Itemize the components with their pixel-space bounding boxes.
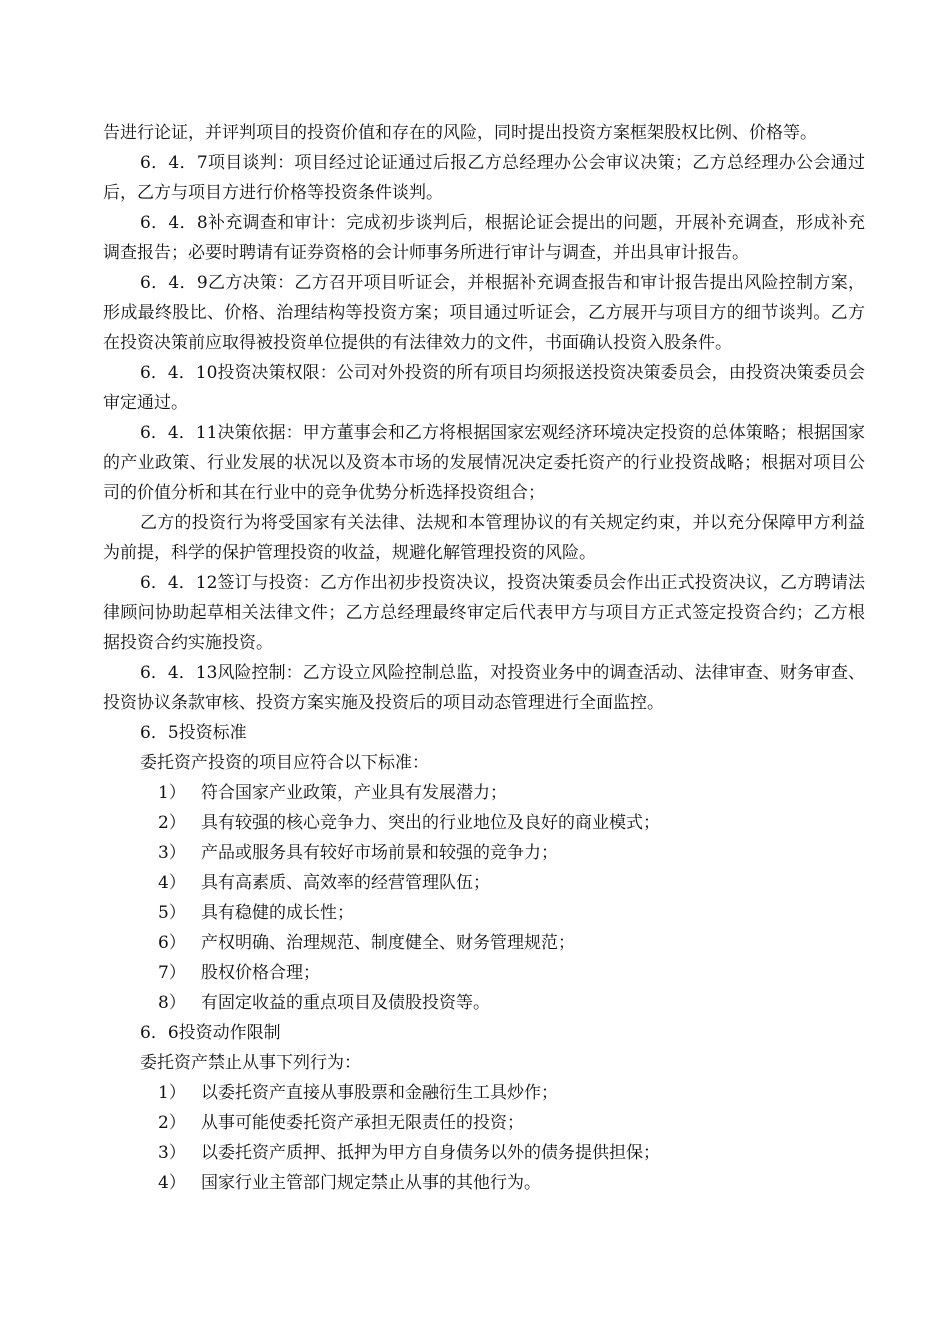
list-item-text: 具有稳健的成长性；	[201, 903, 354, 923]
paragraph-6-4-11-cont: 乙方的投资行为将受国家有关法律、法规和本管理协议的有关规定约束，并以充分保障甲方利益为前提，科学的保护管理投资的收益，规避化解管理投资的风险。	[103, 513, 865, 563]
list-item-number: 3）	[158, 1143, 186, 1163]
paragraph-6-4-13: 6．4．13风险控制：乙方设立风险控制总监，对投资业务中的调查活动、法律审查、财务审查、投资协议条款审核、投资方案实施及投资后的项目动态管理进行全面监控。	[103, 663, 865, 713]
paragraph-6-4-9: 6．4．9乙方决策：乙方召开项目听证会，并根据补充调查报告和审计报告提出风险控制方案，形成最终股比、价格、治理结构等投资方案；项目通过听证会，乙方展开与项目方的细节谈判。乙方在投资决策前应取得被投资单位提供的有法律效力的文件，书面确认投资入股条件。	[103, 273, 865, 353]
list-item-number: 1）	[158, 783, 186, 803]
paragraph-6-4-7: 6．4．7项目谈判：项目经过论证通过后报乙方总经理办公会审议决策；乙方总经理办公会通过后，乙方与项目方进行价格等投资条件谈判。	[103, 153, 865, 203]
list-item-text: 以委托资产质押、抵押为甲方自身债务以外的债务提供担保；	[201, 1143, 660, 1163]
paragraph-6-4-10: 6．4．10投资决策权限：公司对外投资的所有项目均须报送投资决策委员会，由投资决策委员会审定通过。	[103, 363, 865, 413]
paragraph-continuation: 告进行论证，并评判项目的投资价值和存在的风险，同时提出投资方案框架股权比例、价格等。	[103, 123, 817, 143]
list-item-text: 产品或服务具有较好市场前景和较强的竞争力；	[201, 843, 558, 863]
list-item-number: 5）	[158, 903, 186, 923]
list-item-number: 4）	[158, 1173, 186, 1193]
list-item-text: 以委托资产直接从事股票和金融衍生工具炒作；	[201, 1083, 558, 1103]
list-item	[103, 1108, 865, 1138]
list-item	[103, 928, 865, 958]
list-item	[103, 808, 865, 838]
list-item-number: 2）	[158, 1113, 186, 1133]
list-item	[103, 778, 865, 808]
list-item-text: 产权明确、治理规范、制度健全、财务管理规范；	[201, 933, 575, 953]
list-item-text: 具有较强的核心竞争力、突出的行业地位及良好的商业模式；	[201, 813, 660, 833]
list-item	[103, 1138, 865, 1168]
list-item-number: 7）	[158, 963, 186, 983]
list-item-number: 6）	[158, 933, 186, 953]
list-item	[103, 988, 865, 1018]
section-intro-6-5: 委托资产投资的项目应符合以下标准：	[140, 753, 429, 773]
list-6-6	[103, 1078, 865, 1198]
list-item-text: 国家行业主管部门规定禁止从事的其他行为。	[201, 1173, 541, 1193]
list-item	[103, 868, 865, 898]
list-item	[103, 898, 865, 928]
section-intro-6-6: 委托资产禁止从事下列行为：	[140, 1053, 361, 1073]
list-item-text: 股权价格合理；	[201, 963, 320, 983]
list-6-5	[103, 778, 865, 1018]
list-item-number: 3）	[158, 843, 186, 863]
list-item	[103, 838, 865, 868]
list-item	[103, 1168, 865, 1198]
list-item	[103, 1078, 865, 1108]
paragraph-6-4-11: 6．4．11决策依据：甲方董事会和乙方将根据国家宏观经济环境决定投资的总体策略；根据国家的产业政策、行业发展的状况以及资本市场的发展情况决定委托资产的行业投资战略；根据对项目公司的价值分析和其在行业中的竞争优势分析选择投资组合；	[103, 423, 865, 503]
section-heading-6-6: 6．6投资动作限制	[140, 1023, 281, 1043]
paragraph-6-4-12: 6．4．12签订与投资：乙方作出初步投资决议，投资决策委员会作出正式投资决议，乙方聘请法律顾问协助起草相关法律文件；乙方总经理最终审定后代表甲方与项目方正式签定投资合约；乙方根据投资合约实施投资。	[103, 573, 865, 653]
list-item-text: 具有高素质、高效率的经营管理队伍；	[201, 873, 490, 893]
list-item-number: 8）	[158, 993, 186, 1013]
paragraph-6-4-8: 6．4．8补充调查和审计：完成初步谈判后，根据论证会提出的问题，开展补充调查，形成补充调查报告；必要时聘请有证券资格的会计师事务所进行审计与调查，并出具审计报告。	[103, 213, 865, 263]
list-item	[103, 958, 865, 988]
list-item-number: 1）	[158, 1083, 186, 1103]
section-heading-6-5: 6．5投资标准	[140, 723, 247, 743]
list-item-text: 符合国家产业政策，产业具有发展潜力；	[201, 783, 507, 803]
list-item-number: 4）	[158, 873, 186, 893]
list-item-text: 从事可能使委托资产承担无限责任的投资；	[201, 1113, 524, 1133]
list-item-number: 2）	[158, 813, 186, 833]
list-item-text: 有固定收益的重点项目及债股投资等。	[201, 993, 490, 1013]
document-body	[103, 118, 865, 1198]
